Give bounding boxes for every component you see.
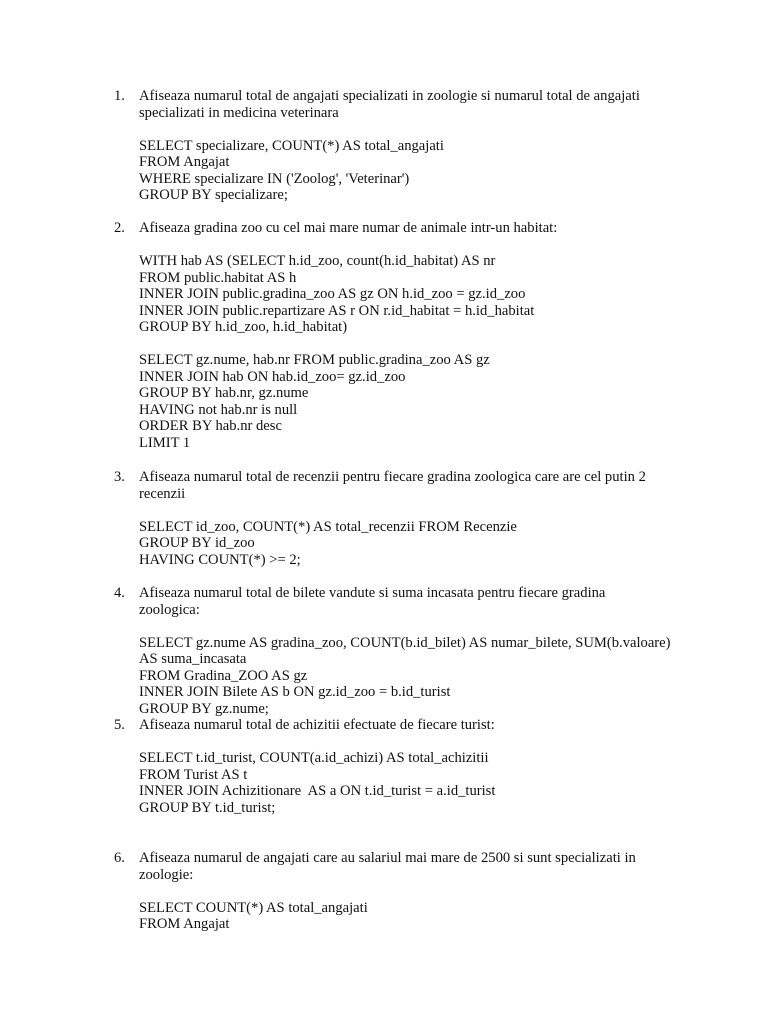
item-heading: Afiseaza numarul de angajati care au salariul mai mare de 2500 si sunt specializati in zoologie: (139, 850, 636, 883)
code-block (139, 900, 664, 933)
item-number: 1. (114, 88, 125, 104)
item-heading: Afiseaza numarul total de angajati specializati in zoologie si numarul total de angajati specializati in medicina veterinara (139, 88, 640, 121)
item-heading: Afiseaza numarul total de recenzii pentru fiecare gradina zoologica care are cel putin 2 recenzii (139, 469, 646, 502)
code-line: FROM Turist AS t (139, 766, 248, 783)
code-line: GROUP BY specializare; (139, 187, 288, 203)
code-line: INNER JOIN Achizitionare AS a ON t.id_turist = a.id_turist (139, 783, 496, 799)
code-line: FROM Angajat (139, 916, 230, 932)
code-line: INNER JOIN public.gradina_zoo AS gz ON h.id_zoo = gz.id_zoo (139, 286, 526, 302)
code-line: AS suma_incasata (139, 651, 247, 667)
code-line: SELECT specializare, COUNT(*) AS total_angajati (139, 137, 444, 154)
item-number: 4. (114, 585, 125, 601)
code-line: SELECT gz.nume, hab.nr FROM public.gradina_zoo AS gz (139, 352, 490, 368)
code-line: HAVING not hab.nr is null (139, 401, 298, 418)
code-line: FROM Gradina_ZOO AS gz (139, 667, 308, 684)
item-number: 3. (114, 469, 125, 485)
code-line: SELECT id_zoo, COUNT(*) AS total_recenzii FROM Recenzie (139, 518, 517, 535)
code-line: FROM public.habitat AS h (139, 269, 297, 286)
code-block (139, 138, 664, 204)
item-body (139, 469, 664, 568)
code-line: INNER JOIN hab ON hab.id_zoo= gz.id_zoo (139, 368, 406, 385)
code-block (139, 519, 664, 569)
code-line: FROM Angajat (139, 154, 230, 170)
code-line: GROUP BY h.id_zoo, h.id_habitat) (139, 319, 348, 335)
code-block (139, 253, 664, 336)
item-body (139, 220, 664, 451)
code-line: INNER JOIN Bilete AS b ON gz.id_zoo = b.id_turist (139, 684, 451, 700)
code-line: SELECT gz.nume AS gradina_zoo, COUNT(b.id_bilet) AS numar_bilete, SUM(b.valoare) (139, 634, 671, 651)
item-number: 6. (114, 850, 125, 866)
item-body (139, 850, 664, 933)
item-heading: Afiseaza numarul total de achizitii efectuate de fiecare turist: (139, 717, 495, 733)
code-block (139, 634, 671, 718)
code-line: GROUP BY t.id_turist; (139, 799, 276, 816)
item-number: 5. (114, 717, 125, 733)
item-body (139, 585, 671, 717)
code-line: WHERE specializare IN ('Zoolog', 'Veterinar') (139, 170, 410, 187)
code-line: SELECT COUNT(*) AS total_angajati (139, 899, 368, 916)
code-line: WITH hab AS (SELECT h.id_zoo, count(h.id_habitat) AS nr (139, 253, 496, 269)
item-number: 2. (114, 220, 125, 236)
item-heading: Afiseaza gradina zoo cu cel mai mare numar de animale intr-un habitat: (139, 220, 558, 236)
code-line: LIMIT 1 (139, 434, 191, 451)
item-body (139, 88, 664, 204)
code-line: GROUP BY id_zoo (139, 535, 255, 551)
code-line: INNER JOIN public.repartizare AS r ON r.id_habitat = h.id_habitat (139, 302, 535, 319)
code-line: HAVING COUNT(*) >= 2; (139, 551, 301, 568)
code-line: SELECT t.id_turist, COUNT(a.id_achizi) AS total_achizitii (139, 750, 489, 766)
code-line: GROUP BY gz.nume; (139, 700, 269, 717)
code-block (139, 750, 664, 816)
code-line: ORDER BY hab.nr desc (139, 418, 282, 434)
item-heading: Afiseaza numarul total de bilete vandute si suma incasata pentru fiecare gradina zoologica: (139, 585, 606, 618)
item-body (139, 717, 664, 816)
code-line: GROUP BY hab.nr, gz.nume (139, 385, 309, 401)
code-block-2 (139, 352, 664, 451)
